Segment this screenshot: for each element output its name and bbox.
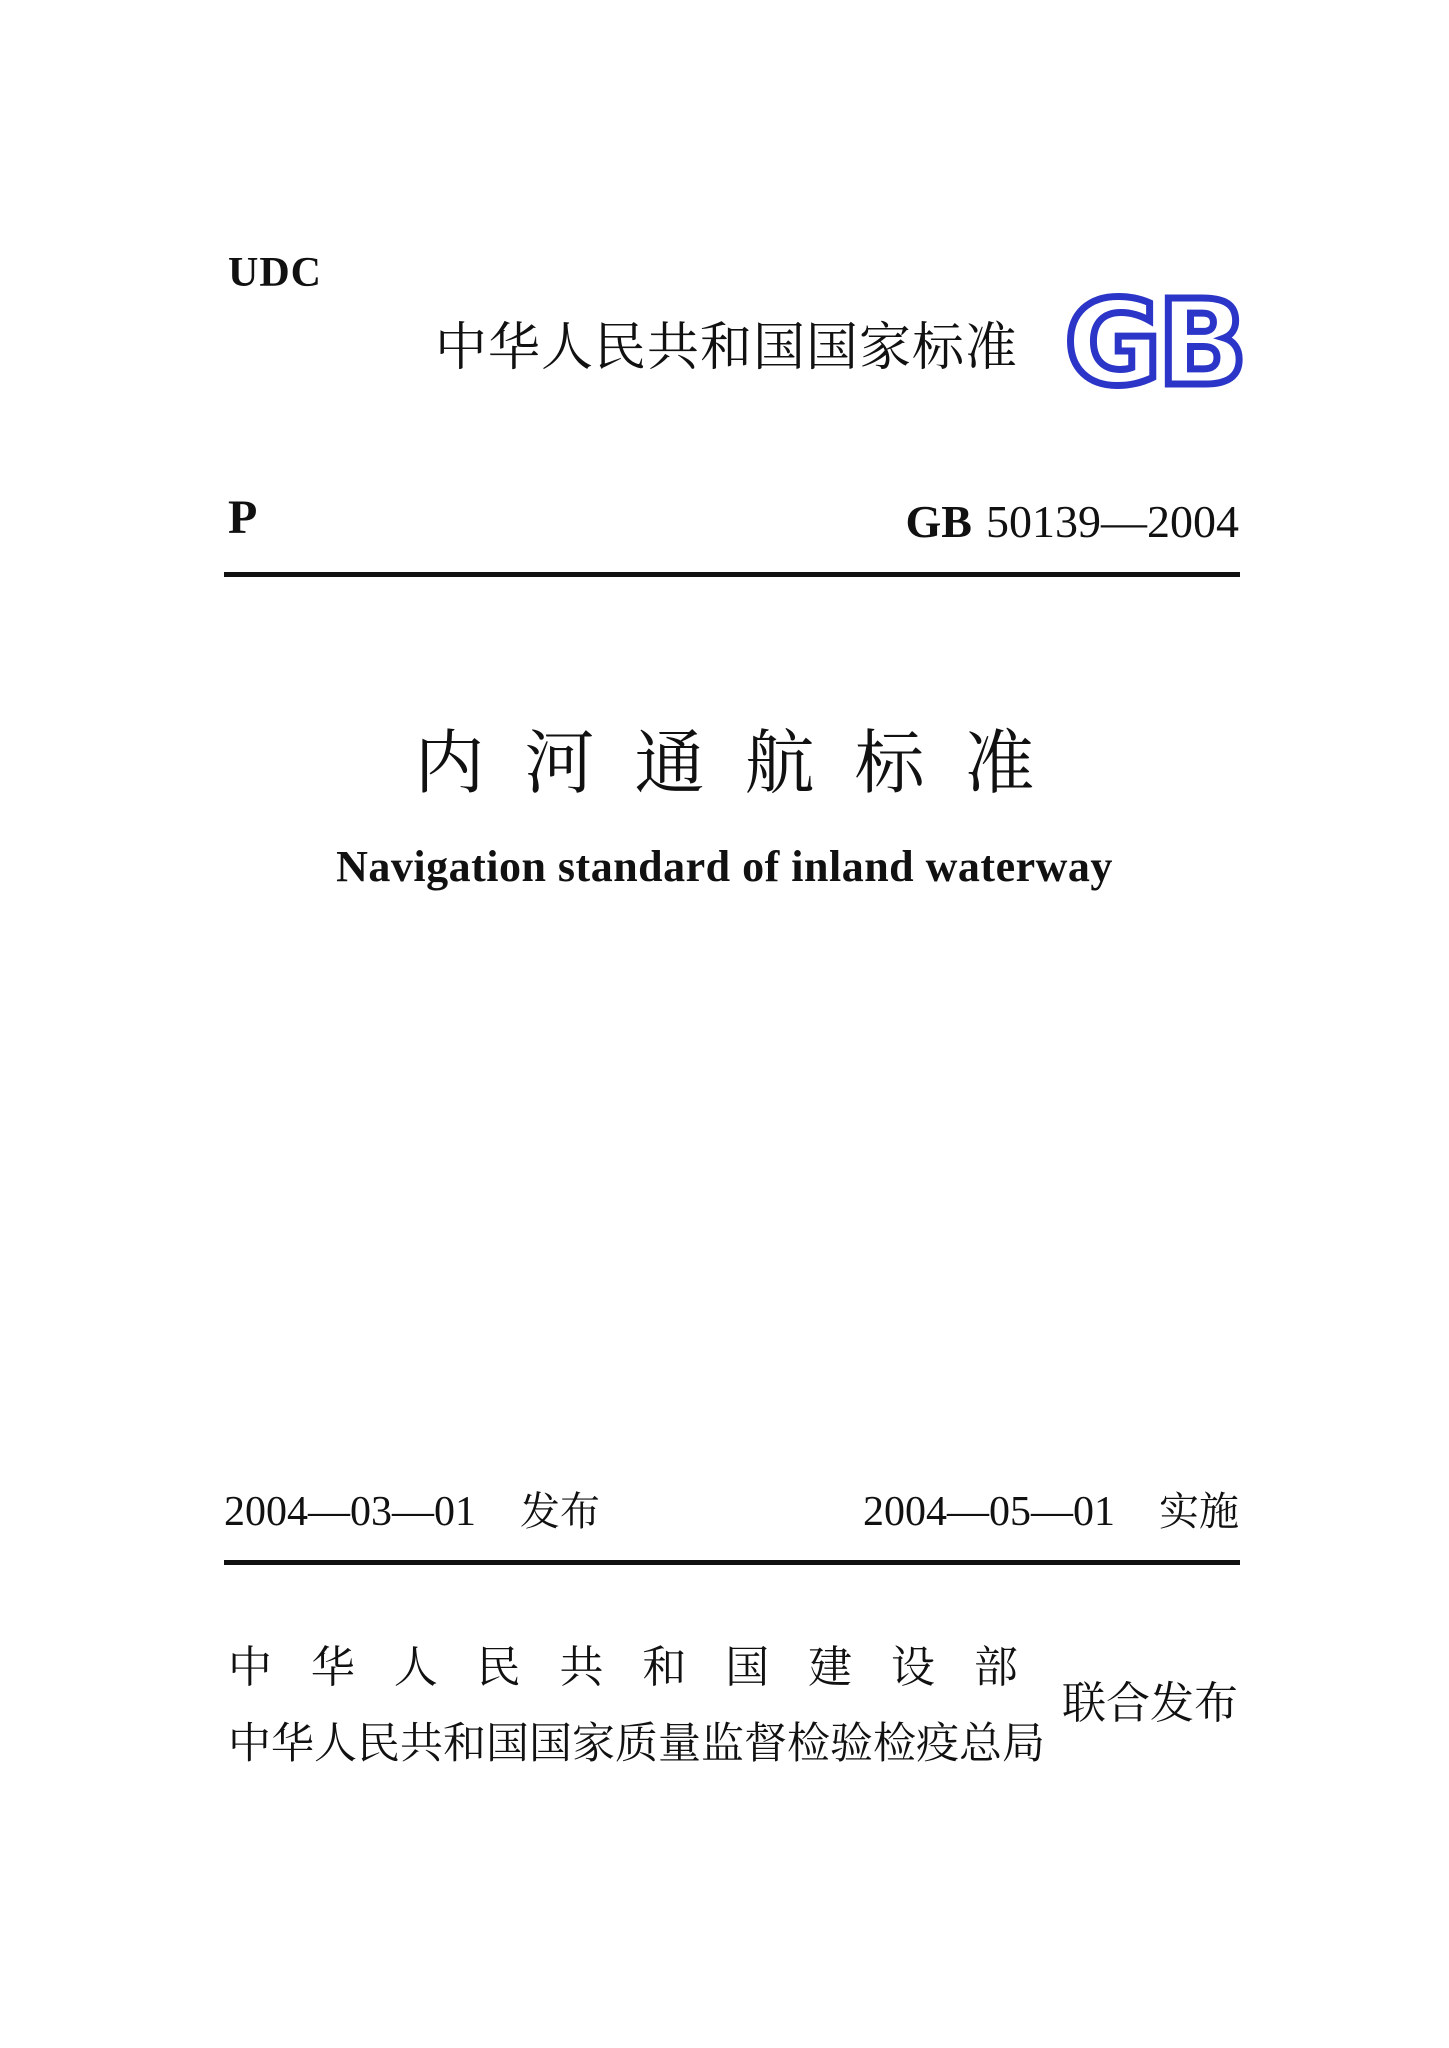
issuer-char: 设: [891, 1642, 935, 1693]
issuer-char: 国: [725, 1642, 770, 1693]
implement-date-line: [863, 1485, 1239, 1539]
issuer-quality-supervision: 中华人民共和国国家质量监督检验检疫总局: [228, 1719, 1045, 1769]
issue-label: 发布: [520, 1489, 600, 1535]
implement-date: 2004—05—01: [863, 1489, 1115, 1535]
document-title-english: Navigation standard of inland waterway: [336, 842, 1113, 891]
document-title-chinese: 内河通航标准: [414, 722, 1075, 804]
implement-label: 实施: [1159, 1489, 1239, 1535]
issuer-char: 中: [228, 1642, 272, 1693]
gb-logo-icon: [1058, 290, 1250, 400]
issuer-char: 部: [973, 1642, 1018, 1693]
issue-date: 2004—03—01: [224, 1489, 476, 1535]
national-standard-title: 中华人民共和国国家标准: [435, 318, 1019, 378]
issuer-char: 人: [393, 1642, 438, 1693]
standard-number-prefix: GB: [905, 496, 972, 547]
classification-code: P: [228, 491, 258, 544]
joint-issue-label: 联合发布: [1062, 1678, 1238, 1729]
top-divider: [224, 572, 1240, 577]
issuer-char: 和: [642, 1642, 687, 1693]
bottom-divider: [224, 1560, 1240, 1565]
issuer-char: 华: [310, 1642, 355, 1693]
issuer-char: 建: [808, 1642, 853, 1693]
issue-date-line: [224, 1485, 600, 1539]
issuer-char: 共: [559, 1642, 604, 1693]
issuer-char: 民: [476, 1642, 521, 1693]
udc-label: UDC: [228, 250, 322, 296]
issuer-ministry-of-construction: [228, 1638, 1018, 1698]
standard-number: [906, 494, 1239, 550]
gb-logo-text: GB: [1064, 290, 1244, 400]
standard-number-value: 50139—2004: [986, 496, 1239, 547]
